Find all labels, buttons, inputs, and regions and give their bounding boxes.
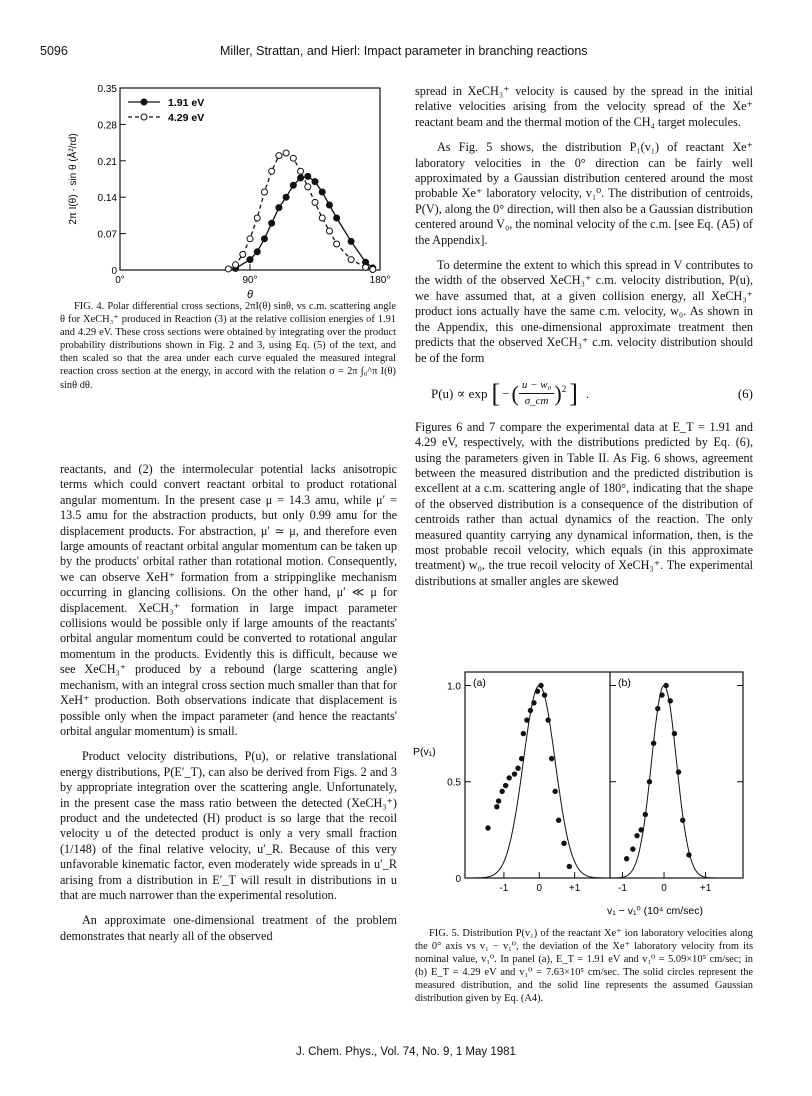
fig5-data-point	[538, 683, 543, 688]
fig5-data-point	[485, 825, 490, 830]
fig4-y-tick-label: 0.28	[97, 120, 117, 132]
fig4-data-point	[319, 189, 325, 195]
fig4-data-point	[312, 179, 318, 185]
fig4-data-point	[283, 194, 289, 200]
fig5-y-tick-label: 0.5	[447, 777, 461, 789]
fig5-data-point	[651, 741, 656, 746]
fig5-data-point	[686, 852, 691, 857]
fig5-panel-label: (b)	[618, 677, 631, 689]
fig4-data-point	[254, 215, 260, 221]
fig5-data-point	[496, 798, 501, 803]
fig5-data-point	[668, 698, 673, 703]
fig4-data-point	[283, 150, 289, 156]
fig5-x-tick-label: +1	[568, 883, 581, 894]
equation-denominator: σ_cm	[524, 395, 549, 408]
fig4-data-point	[305, 184, 311, 190]
fig5-panel-label: (a)	[473, 677, 486, 689]
figure-4-caption-text: FIG. 4. Polar differential cross sections, 2πI(θ) sinθ, vs c.m. scattering angle θ for XeCH₃⁺ produced in Reaction (3) at the relative collision energies of 1.91 and 4.29 eV. These cross sections were obtained by integrating over the product probability distributions shown in Fig. 2 and 3, using Eq. (5) of the text, and then scaled so that the area under each curve equaled the measured integral reaction cross section at the energy, in accord with the relation σ = 2π ∫₀^π I(θ) sinθ dθ.	[60, 301, 396, 391]
equation-period: .	[585, 386, 590, 402]
fig4-data-point	[276, 153, 282, 159]
fig5-data-point	[542, 692, 547, 697]
fig4-x-tick-label: 90°	[242, 275, 258, 286]
fig5-data-point	[567, 864, 572, 869]
fig4-data-point	[370, 266, 376, 272]
fig5-data-point	[552, 789, 557, 794]
fig4-data-point	[254, 249, 260, 255]
fig5-data-point	[556, 818, 561, 823]
fig4-data-point	[290, 182, 296, 188]
fig4-data-point	[269, 220, 275, 226]
figure-5-caption-text: FIG. 5. Distribution P(v₁) of the reactant Xe⁺ ion laboratory velocities along the 0° axis vs v₁ − v₁⁰, the deviation of the Xe⁺ laboratory velocity from its nominal value, v₁⁰. In panel (a), E_T = 1.91 eV and v₁⁰ = 5.09×10⁵ cm/sec; in (b) E_T = 4.29 eV and v₁⁰ = 7.63×10⁵ cm/sec. The solid circles represent the measured distribution, and the solid line represents the assumed Gaussian distribution given by Eq. (A4).	[415, 928, 753, 1005]
fig5-y-tick-label: 0	[455, 874, 461, 885]
fig4-data-point	[312, 199, 318, 205]
fig5-data-point	[672, 731, 677, 736]
fig5-data-point	[531, 700, 536, 705]
page-number: 5096	[40, 44, 68, 58]
equation-minus: −	[502, 386, 510, 402]
fig5-x-tick-label: 0	[661, 883, 667, 894]
figure-4-caption	[60, 300, 396, 392]
fig4-y-tick-label: 0.14	[97, 193, 117, 205]
fig4-data-point	[240, 251, 246, 257]
fig5-data-point	[507, 775, 512, 780]
fig4-legend-label: 4.29 eV	[168, 112, 205, 124]
fig4-data-point	[326, 228, 332, 234]
fig5-data-point	[499, 789, 504, 794]
fig5-y-label: P(v₁)	[413, 746, 436, 758]
fig4-data-point	[348, 257, 354, 263]
fig4-data-point	[247, 257, 253, 263]
left-paragraph-1: reactants, and (2) the intermolecular potential lacks anisotropic terms which could convert reactant orbital to product rotational angular momentum. In the present case μ = 14.3 amu, while μ′ = 13.5 amu for the abstraction products, but only 0.99 amu for the displacement products. For abstraction, μ′ ≃ μ, and therefore even large amounts of reactant orbital angular momentum can be taken up by the products' orbital rather than rotational motion. Consequently, we can observe XeH⁺ formation from a strippinglike mechanism occurring in glancing collisions. On the other hand, μ′ ≪ μ for displacement. XeCH₃⁺ formation in large impact parameter collisions would be possible only if large amounts of the reactants' orbital angular momentum could be converted to rotational angular momentum in the products. Evidently this is difficult, because we see XeCH₃⁺ produced by a rebound (large scattering angle) mechanism, with an integral cross section much smaller than that for XeH⁺ production. Both observations indicate that displacement is possible only when the impact parameter (and hence the reactants' orbital angular momentum) is small.	[60, 462, 397, 738]
fig5-data-point	[634, 833, 639, 838]
fig4-y-tick-label: 0	[111, 266, 117, 277]
fig5-data-point	[643, 812, 648, 817]
fig5-data-point	[655, 706, 660, 711]
fig4-x-tick-label: 0°	[115, 275, 125, 286]
fig5-data-point	[545, 717, 550, 722]
figure-4-chart	[40, 78, 402, 303]
equation-bracket-close: ]	[569, 379, 578, 409]
fig4-data-point	[363, 264, 369, 270]
equation-lhs: P(u) ∝ exp	[431, 386, 488, 402]
right-paragraph-1: spread in XeCH₃⁺ velocity is caused by the spread in the initial relative velocities arising from the velocity spread of the Xe⁺ reactant beam and the thermal motion of the CH₄ target molecules.	[415, 84, 753, 129]
fig4-data-point	[261, 236, 267, 242]
fig5-x-label: v₁ − v₁⁰ (10⁴ cm/sec)	[606, 905, 704, 917]
fig5-x-tick-label: -1	[499, 883, 509, 894]
fig5-data-point	[561, 841, 566, 846]
fig5-data-point	[512, 771, 517, 776]
fig5-data-point	[638, 827, 643, 832]
fig5-data-point	[624, 856, 629, 861]
fig4-data-point	[334, 215, 340, 221]
equation-paren-open: (	[511, 381, 519, 407]
fig5-x-tick-label: -1	[618, 883, 627, 894]
fig4-data-point	[225, 266, 231, 272]
fig4-legend-marker	[141, 114, 147, 120]
fig4-data-point	[326, 202, 332, 208]
fig5-data-point	[519, 756, 524, 761]
equation-number: (6)	[737, 386, 753, 402]
fig4-data-point	[319, 215, 325, 221]
left-column	[60, 462, 397, 944]
equation-6	[415, 378, 753, 410]
fig4-frame	[120, 88, 380, 270]
fig4-data-point	[233, 262, 239, 268]
fig5-data-point	[524, 717, 529, 722]
fig5-data-point	[676, 769, 681, 774]
fig5-x-tick-label: +1	[699, 883, 712, 894]
fig5-gaussian-curve	[465, 686, 610, 878]
fig4-data-point	[276, 205, 282, 211]
fig5-data-point	[680, 818, 685, 823]
right-column	[415, 84, 753, 589]
fig4-x-label: θ	[247, 289, 253, 301]
fig5-gaussian-curve	[610, 686, 743, 879]
equation-exponent: 2	[561, 383, 567, 394]
fig5-data-point	[515, 766, 520, 771]
fig4-y-tick-label: 0.35	[97, 84, 117, 95]
fig4-data-point	[290, 155, 296, 161]
equation-numerator: u − w₀	[519, 378, 555, 394]
fig4-y-tick-label: 0.07	[97, 229, 117, 241]
right-paragraph-2: As Fig. 5 shows, the distribution P₁(v₁) of reactant Xe⁺ laboratory velocities in the 0° direction can be fairly well approximated by a Gaussian distribution centered around the most probable Xe⁺ laboratory velocity, v₁⁰. The distribution of centroids, P(V), along the 0° direction, will then also be a Gaussian distribution centered around V₀, the nominal velocity of the c.m. [see Eq. (A5) of the Appendix].	[415, 140, 753, 247]
right-paragraph-4: Figures 6 and 7 compare the experimental data at E_T = 1.91 and 4.29 eV, respectively, with the distributions predicted by Eq. (6), using the parameters given in Table II. As Fig. 6 shows, agreement between the measured distribution and the predicted distribution is excellent at a c.m. scattering angle of 180°, indicating that the shape of the observed distribution is a consequence of the distribution of centroids rather than actual dynamics of the reaction. The only measured quantity carrying any dynamical information, then, is the most probable recoil velocity, which equals (in this approximate treatment) w₀, the true recoil velocity of XeCH₃⁺. The experimental distributions at smaller angles are skewed	[415, 419, 753, 588]
equation-bracket-open: [	[491, 379, 501, 409]
fig5-data-point	[521, 731, 526, 736]
fig5-data-point	[535, 689, 540, 694]
running-title: Miller, Strattan, and Hierl: Impact parameter in branching reactions	[220, 44, 588, 58]
fig5-data-point	[549, 756, 554, 761]
figure-5-caption	[415, 927, 753, 1006]
right-paragraph-3: To determine the extent to which this spread in V contributes to the width of the observed XeCH₃⁺ c.m. velocity distribution, P(u), we have assumed that, at a given collision energy, all XeCH₃⁺ product ions actually have the same c.m. velocity, w₀. As shown in the Appendix, this one-dimensional approximate treatment then predicts that the observed XeCH₃⁺ c.m. velocity distribution should be of the form	[415, 258, 753, 365]
fig4-data-point	[298, 168, 304, 174]
fig4-data-point	[305, 173, 311, 179]
fig4-data-point	[261, 189, 267, 195]
fig5-data-point	[503, 783, 508, 788]
fig4-data-point	[334, 241, 340, 247]
fig4-x-tick-label: 180°	[369, 275, 391, 286]
equation-fraction	[519, 378, 555, 410]
fig4-data-point	[348, 238, 354, 244]
fig5-data-point	[494, 804, 499, 809]
fig5-data-point	[528, 708, 533, 713]
fig4-legend-label: 1.91 eV	[168, 97, 205, 109]
fig5-x-tick-label: 0	[536, 883, 543, 894]
figure-5-chart	[405, 660, 765, 920]
fig5-frame	[465, 672, 743, 878]
fig5-y-tick-label: 1.0	[447, 681, 461, 693]
equation-paren-close: )	[554, 381, 562, 407]
fig4-data-point	[269, 168, 275, 174]
fig5-data-point	[659, 692, 664, 697]
fig5-data-point	[647, 779, 652, 784]
left-paragraph-2: Product velocity distributions, P(u), or relative translational energy distributions, P(E′_T), can also be derived from Figs. 2 and 3 by appropriate integration over the scattering angle. Unfortunately, in the present case the mass ratio between the detected (XeCH₃⁺) product and the undetected (H) product is so large that the recoil velocity u of the detected product is only a very small fraction (1/148) of the final relative velocity, u′_R. Because of this very unfavorable kinematic factor, even moderately wide spreads in u′_R arising from a distribution in E′_T will result in distributions in u that are much narrower than the experimental resolution.	[60, 749, 397, 902]
fig4-legend-marker	[141, 99, 147, 105]
journal-footer: J. Chem. Phys., Vol. 74, No. 9, 1 May 1981	[296, 1046, 516, 1058]
fig5-data-point	[630, 846, 635, 851]
fig4-y-tick-label: 0.21	[97, 156, 117, 168]
fig4-data-point	[247, 236, 253, 242]
fig4-y-label: 2π I(θ) · sin θ (Å²/rd)	[68, 133, 79, 225]
left-paragraph-3: An approximate one-dimensional treatment of the problem demonstrates that nearly all of the observed	[60, 913, 397, 943]
fig5-data-point	[663, 683, 668, 688]
